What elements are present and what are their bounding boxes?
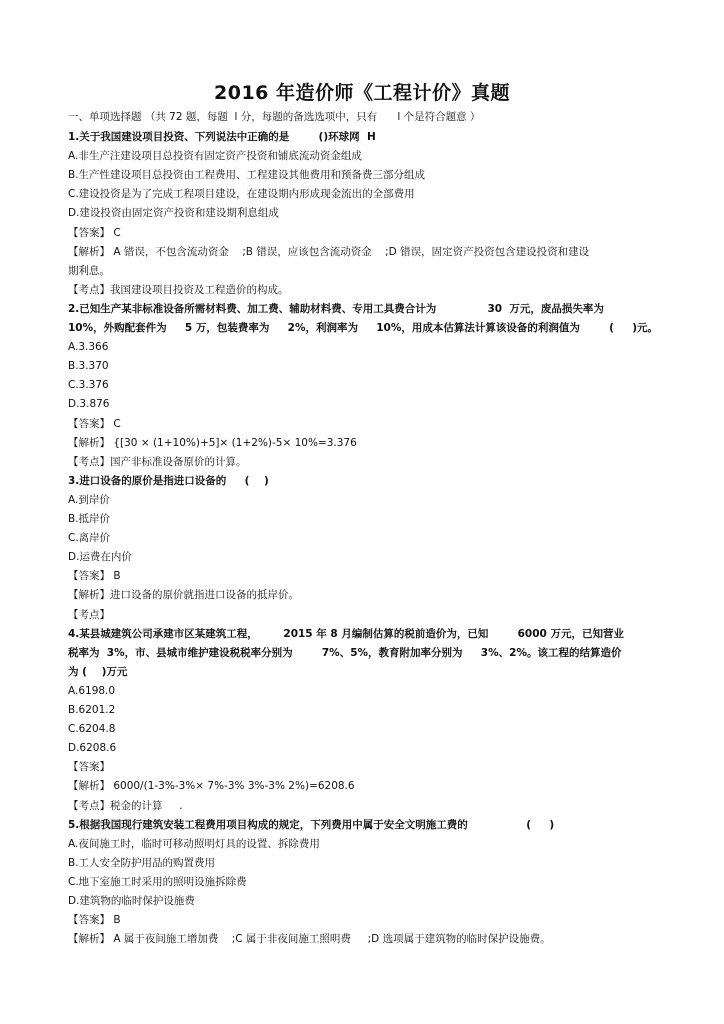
text-line: 2.已知生产某非标准设备所需材料费、加工费、辅助材料费、专用工具费合计为 30 万元，废品损失率为 [68, 302, 604, 315]
text-line: A.6198.0 [68, 684, 116, 697]
text-line: 【解析】 A 属于夜间施工增加费 ;C 属于非夜间施工照明费 ;D 选项属于建筑物的临时保护设施费。 [68, 933, 551, 946]
text-line: C.建设投资是为了完成工程项目建设，在建设期内形成现金流出的全部费用 [68, 188, 415, 201]
text-line: 【考点】税金的计算 . [68, 799, 183, 812]
section-heading: 一、单项选择题 （共 72 题，每题 l 分，每题的备选选项中，只有 l 个是符合题意 ） [68, 111, 481, 123]
text-line: 【答案】 [68, 761, 110, 774]
text-line: 4.某县城建筑公司承建市区某建筑工程， 2015 年 8 月编制估算的税前造价为，已知 6000 万元，已知营业 [68, 627, 625, 640]
text-line: D.建设投资由固定资产投资和建设期利息组成 [68, 207, 279, 220]
text-line: 1.关于我国建设项目投资、下列说法中正确的是 ()环球网 H [68, 131, 376, 143]
text-line: B.6201.2 [68, 704, 116, 716]
text-line: A.非生产注建设项目总投资有固定资产投资和铺底流动资金组成 [68, 150, 362, 163]
text-line: 5.根据我国现行建筑安装工程费用项目构成的规定，下列费用中属于安全文明施工费的 ( ) [68, 818, 555, 831]
text-line: 为 ( )万元 [68, 665, 128, 678]
text-line: 【考点】国产非标准设备原价的计算。 [68, 455, 247, 468]
text-line: A.夜间施工时，临时可移动照明灯具的设置、拆除费用 [68, 837, 320, 850]
text-line: B.工人安全防护用品的购置费用 [68, 856, 216, 869]
text-line: 【解析】 6000/(1-3%-3%× 7%-3% 3%-3% 2%)=6208.6 [68, 780, 355, 793]
text-line: A.到岸价 [68, 493, 110, 506]
text-line: 【解析】 A 错误，不包含流动资金 ;B 错误，应该包含流动资金 ;D 错误，固定资产投资包含建设投资和建设 [68, 245, 590, 258]
page-title: 2016 年造价师《工程计价》真题 [214, 82, 510, 104]
text-line: 期利息。 [68, 264, 110, 277]
text-line: 【答案】 B [68, 570, 121, 583]
text-line: 【答案】 B [68, 914, 121, 927]
text-line: D.运费在内价 [68, 551, 132, 564]
text-line: B.生产性建设项目总投资由工程费用、工程建设其他费用和预备费三部分组成 [68, 169, 426, 182]
text-line: 【解析】进口设备的原价就指进口设备的抵岸价。 [68, 589, 299, 602]
text-line: A.3.366 [68, 341, 109, 354]
text-line: 【考点】 [68, 608, 110, 621]
text-line: 【答案】 C [68, 417, 121, 430]
text-line: C.3.376 [68, 379, 109, 392]
text-line: 10%，外购配套件为 5 万，包装费率为 2%，利润率为 10%，用成本估算法计算该设备的利润值为 ( )元。 [68, 322, 659, 334]
text-line: 3.进口设备的原价是指进口设备的 ( ) [68, 474, 269, 487]
text-line: C.地下室施工时采用的照明设施拆除费 [68, 875, 247, 888]
text-line: 【答案】 C [68, 226, 121, 239]
text-line: C.6204.8 [68, 723, 116, 736]
text-line: D.3.876 [68, 398, 110, 411]
text-line: 【解析】 {[30 × (1+10%)+5]× (1+2%)-5× 10%=3.376 [68, 436, 357, 449]
text-line: 税率为 3%，市、县城市维护建设税税率分别为 7%、5%，教育附加率分别为 3%、2%。该工程的结算造价 [68, 646, 622, 659]
text-line: B.抵岸价 [68, 513, 111, 525]
text-line: 【考点】我国建设项目投资及工程造价的构成。 [68, 283, 289, 296]
text-line: D.建筑物的临时保护设施费 [68, 895, 195, 907]
text-line: C.离岸价 [68, 532, 111, 545]
text-line: D.6208.6 [68, 742, 117, 755]
text-line: B.3.370 [68, 360, 109, 373]
